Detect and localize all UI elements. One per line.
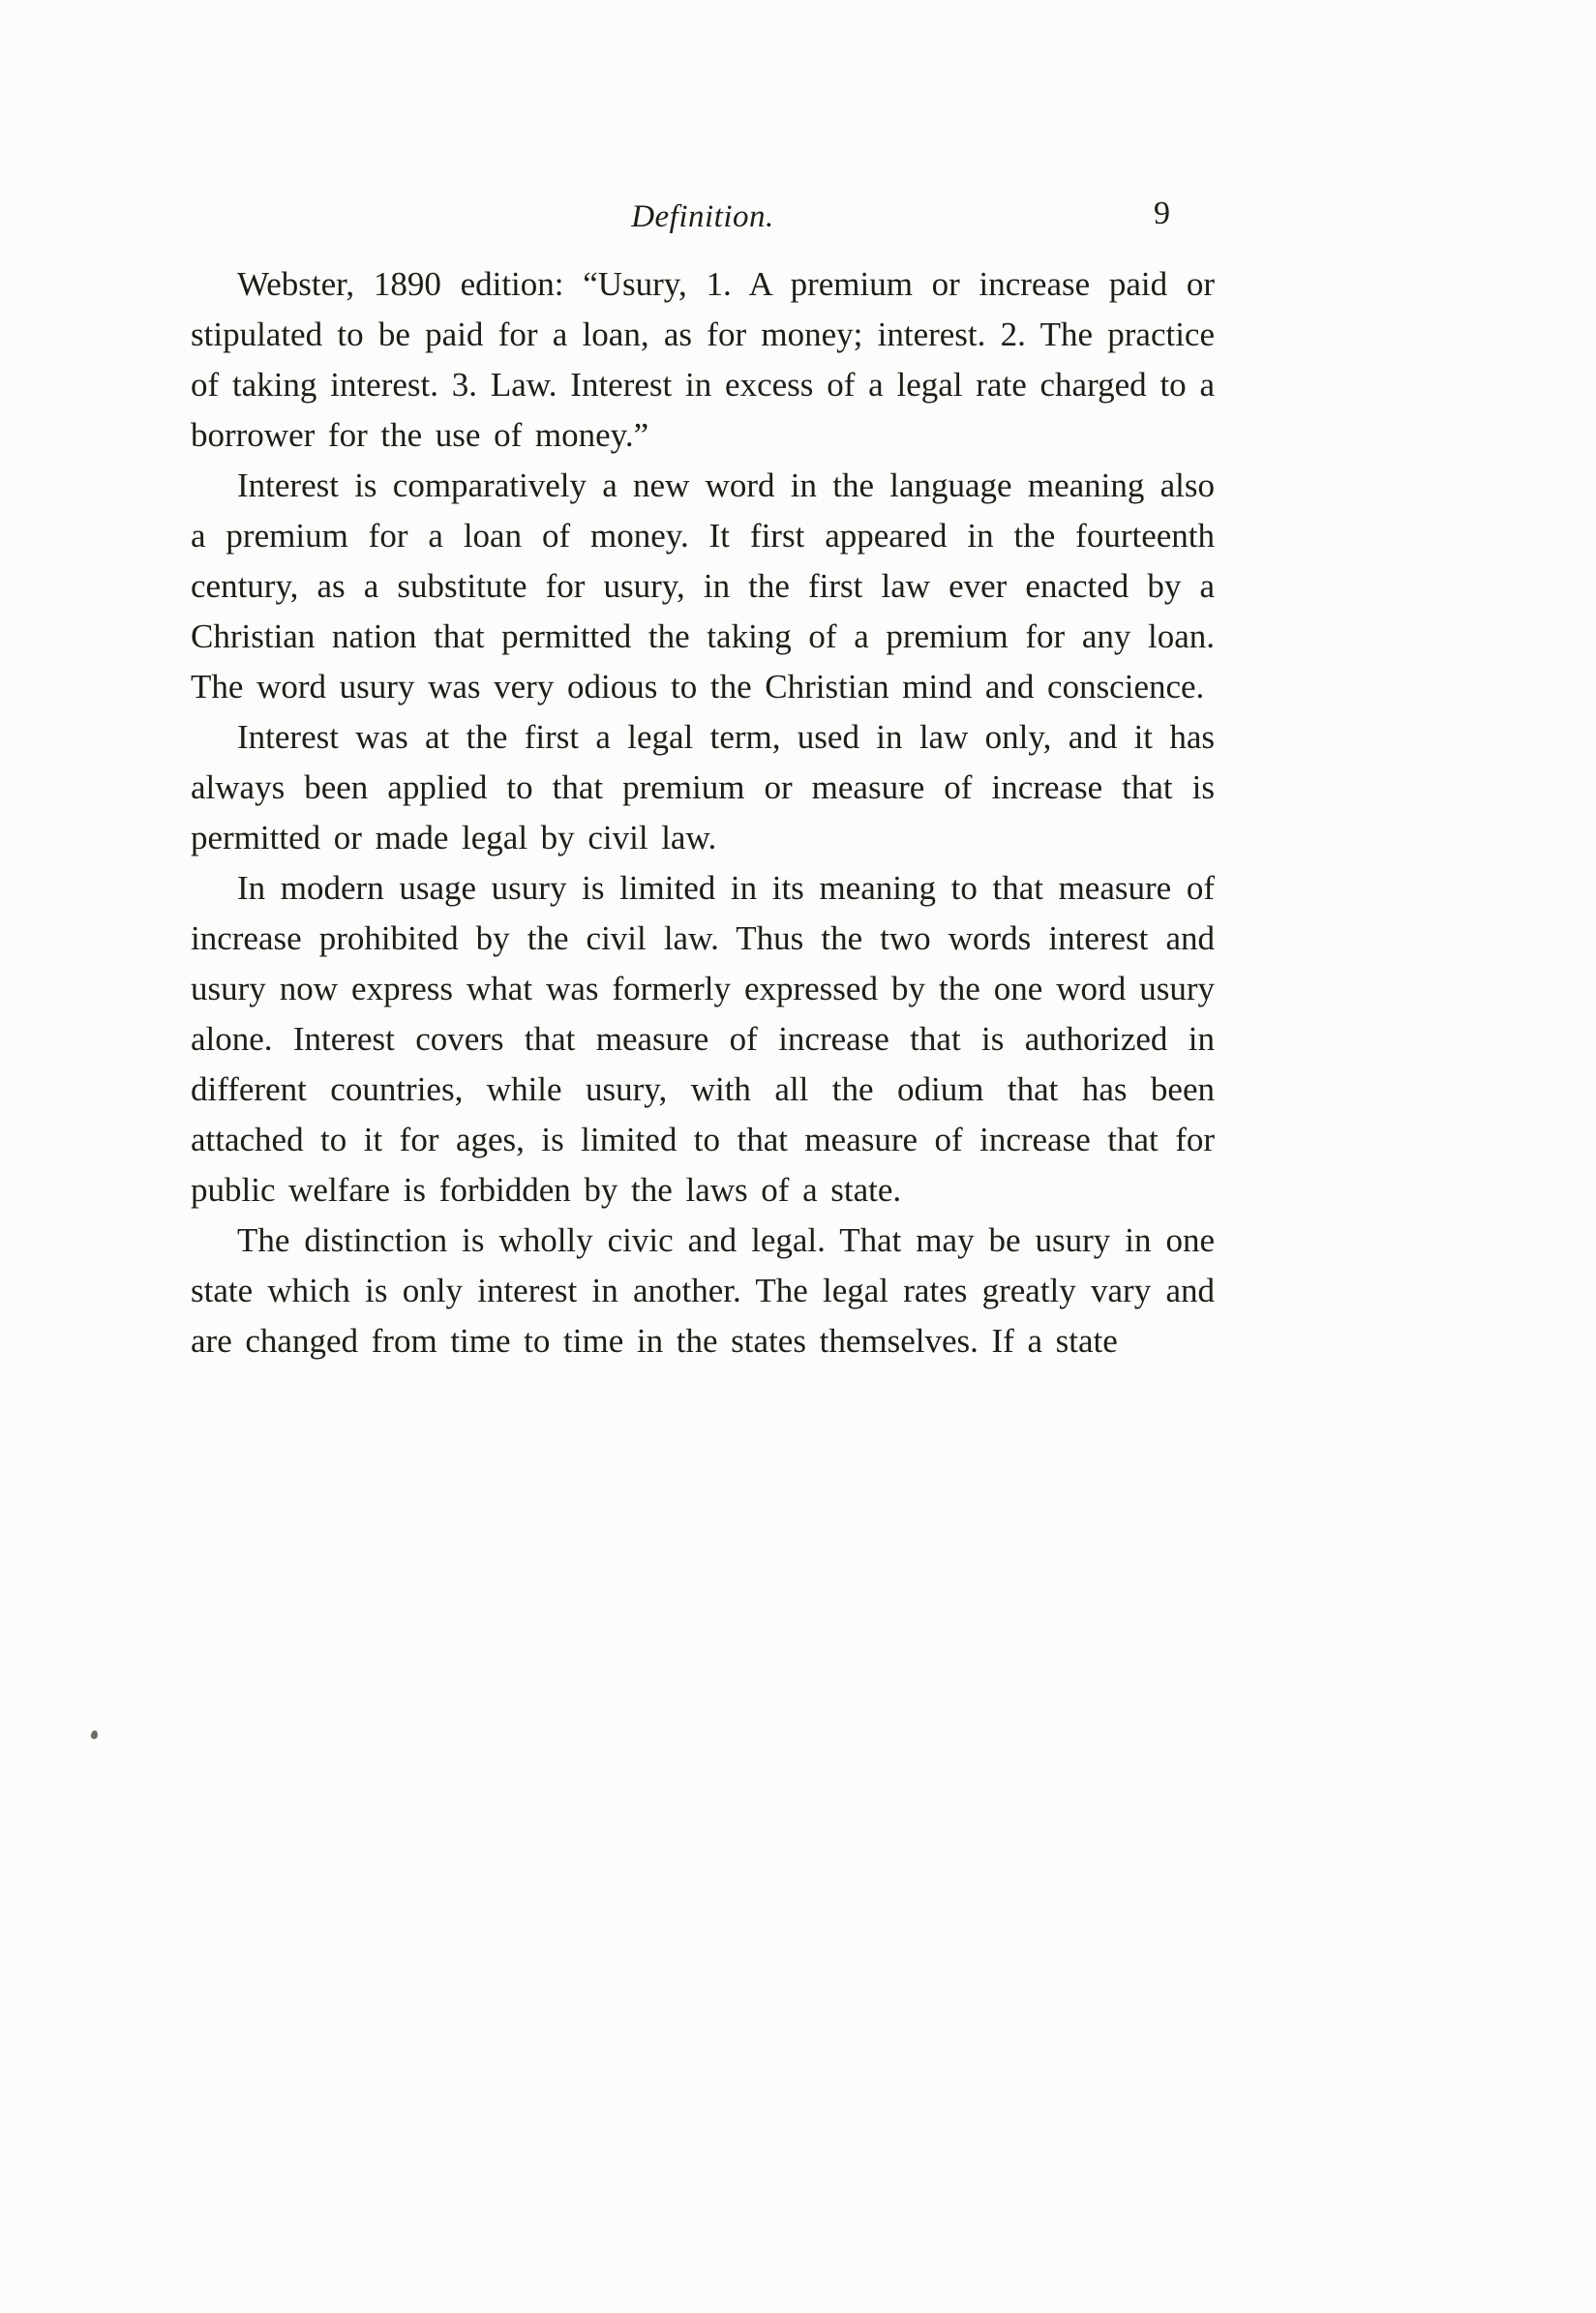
margin-speck-mark (90, 1729, 99, 1739)
running-head-title: Definition. (631, 199, 774, 234)
paragraph-webster-definition: Webster, 1890 edition: “Usury, 1. A premium or increase paid or stipulated to be paid for a loan, as for money; interest. 2. The practice of taking interest. 3. Law. Interest in excess of a legal rate charged to a borrower for the use of money.” (191, 265, 1215, 454)
page-number: 9 (1154, 195, 1170, 231)
text-block (191, 259, 1215, 1367)
paragraph-interest-new-word: Interest is comparatively a new word in the language meaning also a premium for a loan of money. It first appeared in the fourteenth century, as a substitute for usury, in the first law ever enacted by a Christian nation that permitted the taking of a premium for any loan. The word usury was very odious to the Christian mind and conscience. (191, 466, 1215, 706)
paragraph-interest-legal-term: Interest was at the first a legal term, used in law only, and it has always been applied to that premium or measure of increase that is permitted or made legal by civil law. (191, 718, 1215, 856)
page-header (191, 195, 1215, 250)
paragraph-distinction-civic-legal: The distinction is wholly civic and legal. That may be usury in one state which is only interest in another. The legal rates greatly vary and are changed from time to time in the states themselves. If a state (191, 1221, 1215, 1360)
paragraph-modern-usage: In modern usage usury is limited in its meaning to that measure of increase prohibited by the civil law. Thus the two words interest and usury now express what was formerly expressed by the one word usury alone. Interest covers that measure of increase that is authorized in different countries, while usury, with all the odium that has been attached to it for ages, is limited to that measure of increase that for public welfare is forbidden by the laws of a state. (191, 869, 1215, 1209)
